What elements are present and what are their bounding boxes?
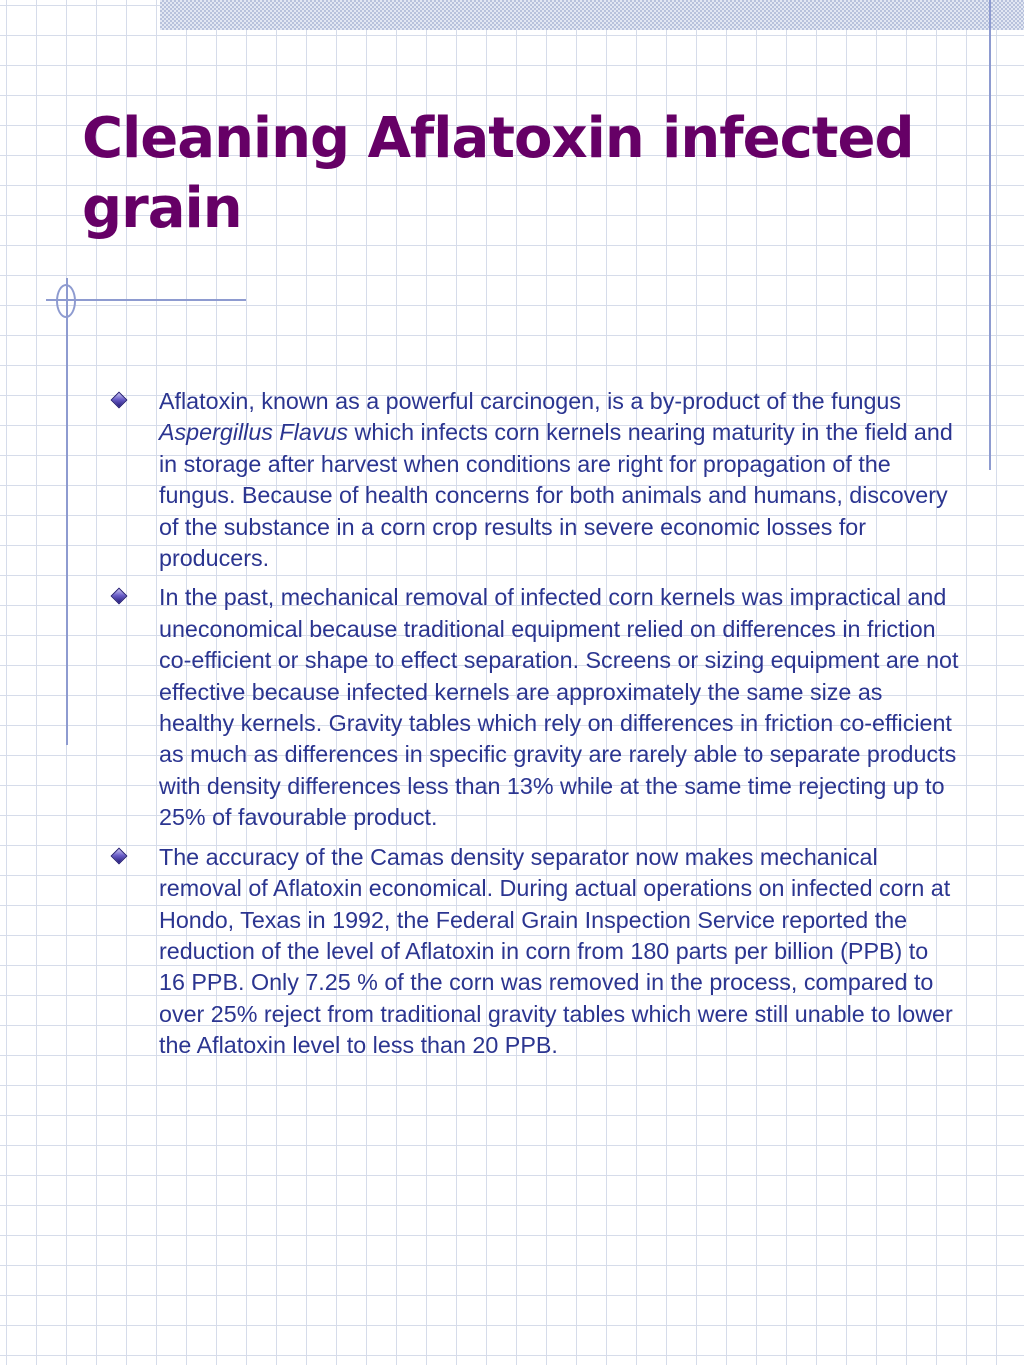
bullet-text: In the past, mechanical removal of infected corn kernels was impractical and uneconomical because traditional equipment relied on differences in friction co-efficient or shape to effect separation. Screens or sizing equipment are not effective because infected kernels are approximately the same size as healthy kernels. Gravity tables which rely on differences in friction co-efficient as much as differences in specific gravity are rarely able to separate products with density differences less than 13% while at the same time rejecting up to 25% of favourable product. [159, 584, 959, 831]
bullet-list [110, 386, 960, 1070]
fungus-name-italic: Aspergillus Flavus [159, 419, 349, 446]
bullet-text-part: Aflatoxin, known as a powerful carcinogen, is a by-product of the fungus [159, 388, 902, 414]
bullet-item-aflatoxin-intro [110, 386, 960, 574]
diamond-bullet-icon [111, 588, 128, 605]
slide-title: Cleaning Aflatoxin infected grain [82, 106, 914, 241]
decorative-checker-band-right [991, 0, 1024, 30]
decorative-checker-band [160, 0, 990, 30]
bullet-text-part: which infects corn kernels nearing maturity in the field and in storage after harvest when conditions are right for propagation of the fungus. Because of health concerns for both animals and humans, discovery of the substance in a corn crop results in severe economic losses for producers. [159, 419, 953, 572]
decorative-horizontal-line [46, 299, 246, 301]
bullet-item-past-methods [110, 582, 960, 833]
bullet-text [159, 386, 960, 574]
decorative-ring-icon [56, 284, 76, 318]
diamond-bullet-icon [111, 847, 128, 864]
bullet-item-camas-accuracy [110, 842, 960, 1062]
decorative-vertical-line-right [989, 0, 991, 470]
bullet-text: The accuracy of the Camas density separator now makes mechanical removal of Aflatoxin economical. During actual operations on infected corn at Hondo, Texas in 1992, the Federal Grain Inspection Service reported the reduction of the level of Aflatoxin in corn from 180 parts per billion (PPB) to 16 PPB. Only 7.25 % of the corn was removed in the process, compared to over 25% reject from traditional gravity tables which were still unable to lower the Aflatoxin level to less than 20 PPB. [159, 843, 953, 1059]
decorative-vertical-line-left [66, 278, 68, 745]
diamond-bullet-icon [111, 392, 128, 409]
